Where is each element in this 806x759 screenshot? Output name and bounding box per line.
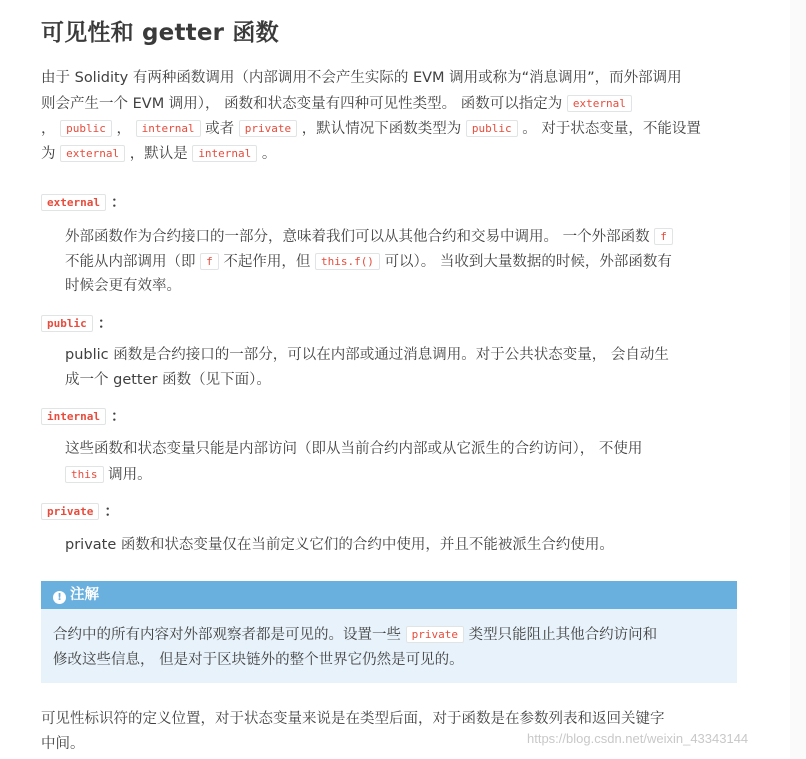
code-this: this [65, 466, 104, 483]
note-admonition [41, 581, 737, 683]
scrollbar-track[interactable] [790, 0, 806, 759]
code-external-2: external [60, 145, 125, 162]
intro-line-4: 为 external ，默认是 internal 。 [41, 146, 277, 162]
def-public-line-1: public 函数是合约接口的一部分，可以在内部或通过消息调用。对于公共状态变量， 会自动生 [65, 347, 669, 363]
note-title-bar [41, 581, 737, 609]
intro-line-3: ， public ， internal 或者 private ，默认情况下函数类型为 public 。 对于状态变量，不能设置 [41, 121, 701, 137]
closing-line-2: 中间。 [41, 736, 85, 752]
page-title: 可见性和 getter 函数 [41, 20, 279, 46]
def-internal-line-1: 这些函数和状态变量只能是内部访问（即从当前合约内部或从它派生的合约访问）， 不使用 [65, 441, 643, 457]
code-internal-default: internal [192, 145, 257, 162]
code-f-2: f [200, 253, 219, 270]
def-private-line-1: private 函数和状态变量仅在当前定义它们的合约中使用，并且不能被派生合约使用。 [65, 537, 614, 553]
code-f: f [654, 228, 673, 245]
def-internal-line-2: this 调用。 [65, 462, 152, 488]
note-body [53, 622, 657, 673]
term-internal: internal ： [41, 405, 126, 426]
code-public-default: public [466, 120, 518, 137]
note-line-2: 修改这些信息， 但是对于区块链外的整个世界它仍然是可见的。 [53, 652, 464, 668]
code-internal: internal [136, 120, 201, 137]
def-public-line-2: 成一个 getter 函数（见下面）。 [65, 372, 271, 388]
intro-line-2: 则会产生一个 EVM 调用）， 函数和状态变量有四种可见性类型。 函数可以指定为 external [41, 91, 632, 117]
term-private: private ： [41, 500, 119, 521]
code-external: external [567, 95, 632, 112]
def-external-line-3: 时候会更有效率。 [65, 278, 181, 294]
def-external-line-2: 不能从内部调用（即 f 不起作用，但 this.f() 可以）。 当收到大量数据的时候，外部函数有 [65, 254, 672, 270]
term-external: external ： [41, 191, 126, 212]
info-icon: ! [53, 591, 66, 604]
def-external-line-1: 外部函数作为合约接口的一部分，意味着我们可以从其他合约和交易中调用。 一个外部函数 f [65, 224, 673, 250]
term-private-code: private [41, 503, 99, 520]
code-private-note: private [406, 626, 464, 643]
code-public: public [60, 120, 112, 137]
code-this-f: this.f() [315, 253, 380, 270]
code-private: private [239, 120, 297, 137]
term-public: public ： [41, 312, 112, 333]
term-internal-code: internal [41, 408, 106, 425]
note-title: 注解 [70, 587, 99, 603]
watermark: https://blog.csdn.net/weixin_43343144 [527, 731, 749, 746]
note-line-1: 合约中的所有内容对外部观察者都是可见的。设置一些 private 类型只能阻止其他合约访问和 [53, 627, 658, 643]
closing-line-1: 可见性标识符的定义位置，对于状态变量来说是在类型后面，对于函数是在参数列表和返回关键字 [41, 711, 665, 727]
intro-line-1: 由于 Solidity 有两种函数调用（内部调用不会产生实际的 EVM 调用或称为“消息调用”，而外部调用 [41, 70, 682, 86]
term-external-code: external [41, 194, 106, 211]
term-public-code: public [41, 315, 93, 332]
